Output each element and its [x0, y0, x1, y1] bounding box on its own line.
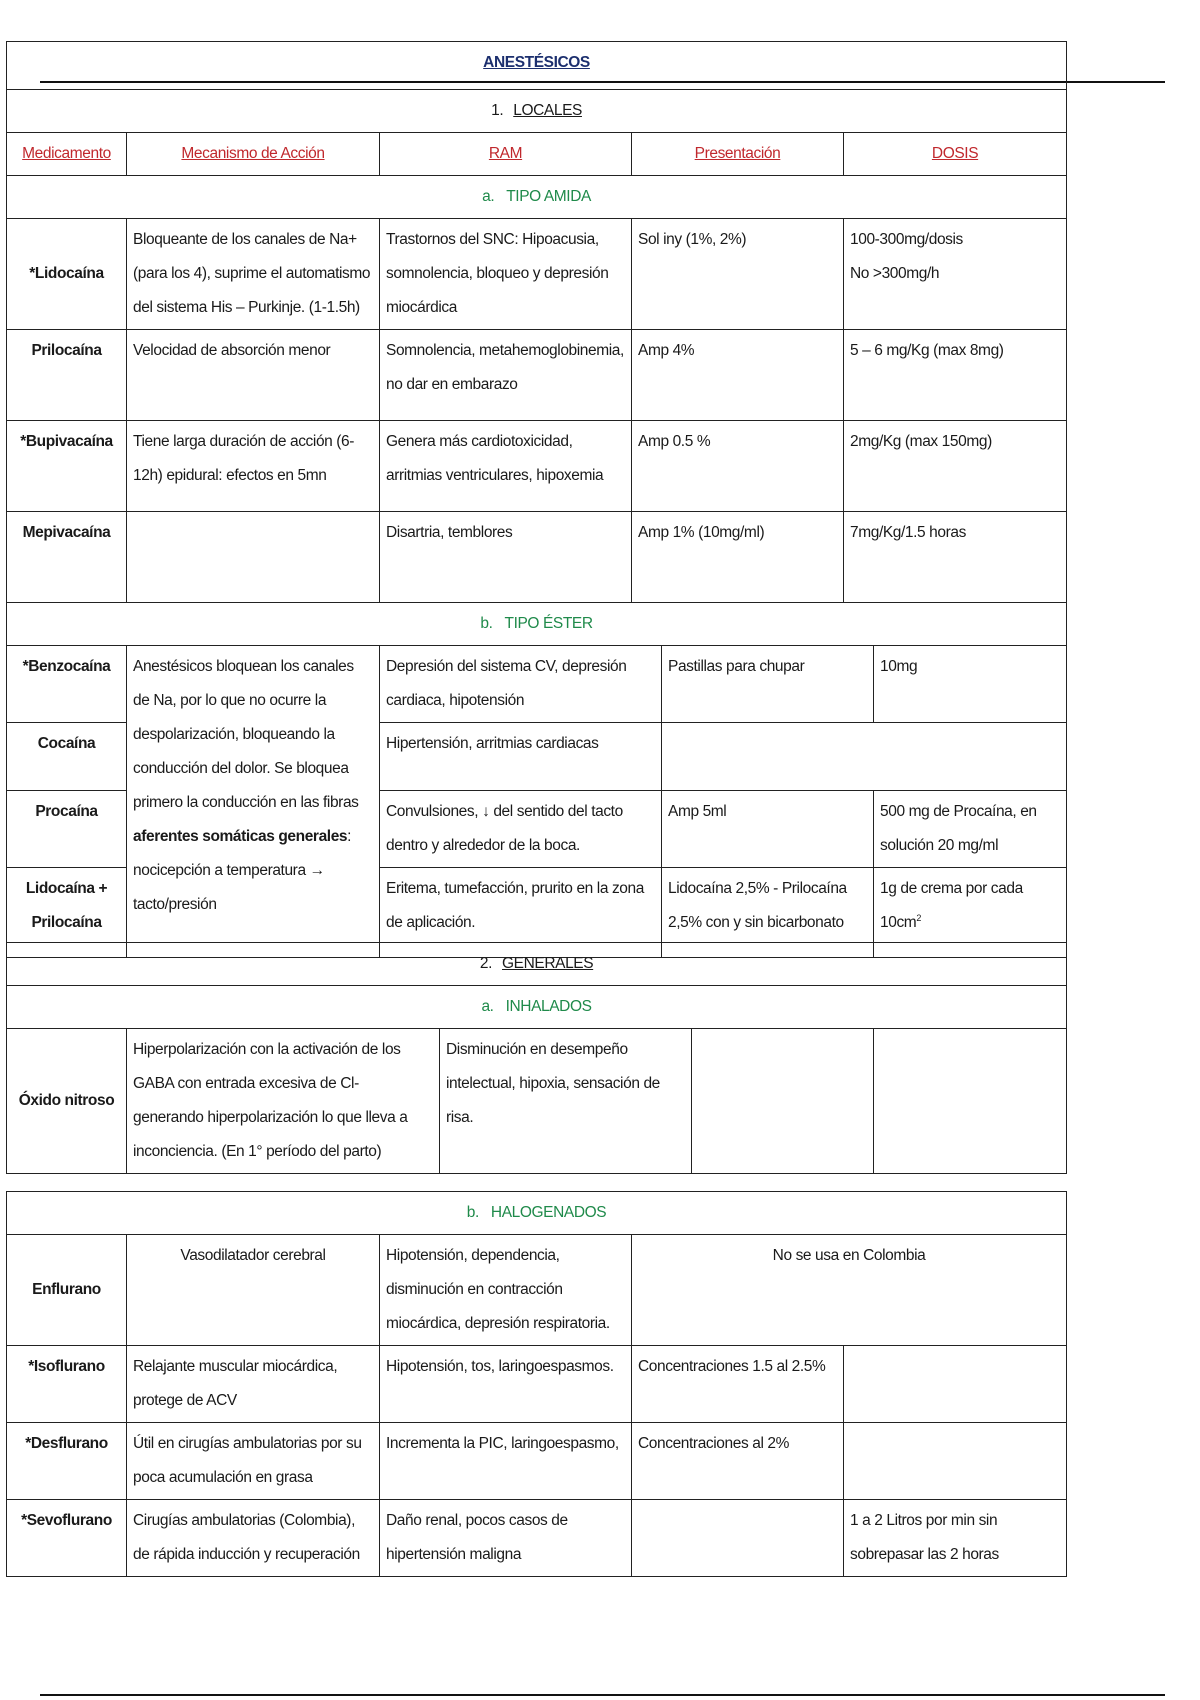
header-presentacion: Presentación [632, 133, 844, 176]
table-row [7, 1029, 1067, 1174]
mechanism-cell [127, 512, 380, 603]
ram-cell: Somnolencia, metahemoglobinemia, no dar en embarazo [380, 330, 632, 421]
subsection-letter: a. [482, 188, 495, 205]
table-row [7, 1235, 1067, 1346]
presentation-cell: Amp 0.5 % [632, 421, 844, 512]
presentation-cell: Concentraciones 1.5 al 2.5% [632, 1346, 844, 1423]
mechanism-text: : nocicepción a temperatura → tacto/presión [133, 828, 352, 913]
drug-name: *Bupivacaína [7, 421, 127, 512]
dose-line: 100-300mg/dosis [850, 231, 963, 248]
table-row [7, 219, 1067, 330]
presentation-cell: No se usa en Colombia [632, 1235, 1067, 1346]
ram-cell: Incrementa la PIC, laringoespasmo, [380, 1423, 632, 1500]
drug-name: *Benzocaína [7, 646, 127, 723]
empty-cell [662, 723, 1067, 791]
dose-cell [844, 219, 1067, 330]
header-dosis: DOSIS [844, 133, 1067, 176]
drug-name: Enflurano [7, 1235, 127, 1346]
subsection-letter: a. [481, 998, 494, 1015]
table-row [7, 1423, 1067, 1500]
mechanism-cell: Cirugías ambulatorias (Colombia), de rápida inducción y recuperación [127, 1500, 380, 1577]
dose-cell [844, 1423, 1067, 1500]
drug-name: *Desflurano [7, 1423, 127, 1500]
table-row [7, 646, 1067, 723]
mechanism-cell: Útil en cirugías ambulatorias por su poca acumulación en grasa [127, 1423, 380, 1500]
dose-cell: 1 a 2 Litros por min sin sobrepasar las 2 horas [844, 1500, 1067, 1577]
generales-table [6, 942, 1067, 1174]
drug-name: Cocaína [7, 723, 127, 791]
mechanism-cell [127, 646, 380, 958]
presentation-cell: Pastillas para chupar [662, 646, 874, 723]
dose-cell: 2mg/Kg (max 150mg) [844, 421, 1067, 512]
subsection-amida [7, 176, 1067, 219]
subsection-label: TIPO AMIDA [506, 188, 591, 205]
presentation-cell [692, 1029, 874, 1174]
subsection-ester [7, 603, 1067, 646]
drug-name: Óxido nitroso [7, 1029, 127, 1174]
ram-cell: Daño renal, pocos casos de hipertensión maligna [380, 1500, 632, 1577]
ram-cell: Genera más cardiotoxicidad, arritmias ventriculares, hipoxemia [380, 421, 632, 512]
ram-cell: Hipotensión, dependencia, disminución en contracción miocárdica, depresión respiratoria. [380, 1235, 632, 1346]
mechanism-bold-text: aferentes somáticas generales [133, 828, 348, 845]
subsection-letter: b. [480, 615, 493, 632]
ram-cell: Trastornos del SNC: Hipoacusia, somnolencia, bloqueo y depresión miocárdica [380, 219, 632, 330]
subsection-letter: b. [466, 1204, 479, 1221]
section-locales [7, 90, 1067, 133]
ram-cell: Disartria, temblores [380, 512, 632, 603]
subsection-label: HALOGENADOS [490, 1204, 607, 1221]
subsection-label: TIPO ÉSTER [504, 615, 593, 632]
dose-cell [844, 1346, 1067, 1423]
header-medicamento: Medicamento [7, 133, 127, 176]
halogenados-table [6, 1191, 1067, 1577]
mechanism-cell: Relajante muscular miocárdica, protege de ACV [127, 1346, 380, 1423]
mechanism-text: Anestésicos bloquean los canales de Na, por lo que no ocurre la despolarización, bloqueando la conducción del dolor. Se bloquea primero la conducción en las fibras [133, 658, 359, 811]
dose-cell [874, 1029, 1067, 1174]
subsection-label: INHALADOS [505, 998, 592, 1015]
locales-table [6, 41, 1067, 958]
presentation-cell: Lidocaína 2,5% - Prilocaína 2,5% con y sin bicarbonato [662, 868, 874, 958]
drug-name: *Isoflurano [7, 1346, 127, 1423]
dose-text: 1g de crema por cada 10cm [880, 880, 1023, 931]
table-row [7, 330, 1067, 421]
dose-cell: 5 – 6 mg/Kg (max 8mg) [844, 330, 1067, 421]
dose-superscript: 2 [916, 912, 921, 923]
table-row [7, 1346, 1067, 1423]
subsection-halogenados [7, 1192, 1067, 1235]
presentation-cell [632, 1500, 844, 1577]
ram-cell: Disminución en desempeño intelectual, hipoxia, sensación de risa. [440, 1029, 692, 1174]
section-label: GENERALES [502, 955, 594, 972]
mechanism-cell: Velocidad de absorción menor [127, 330, 380, 421]
presentation-cell: Amp 4% [632, 330, 844, 421]
drug-name: Procaína [7, 791, 127, 868]
header-row [7, 133, 1067, 176]
dose-cell: 7mg/Kg/1.5 horas [844, 512, 1067, 603]
mechanism-cell: Tiene larga duración de acción (6-12h) epidural: efectos en 5mn [127, 421, 380, 512]
ram-cell: Eritema, tumefacción, prurito en la zona de aplicación. [380, 868, 662, 958]
drug-name: *Sevoflurano [7, 1500, 127, 1577]
dose-cell: 500 mg de Procaína, en solución 20 mg/ml [874, 791, 1067, 868]
presentation-cell: Amp 1% (10mg/ml) [632, 512, 844, 603]
section-number: 1. [491, 102, 504, 119]
dose-line: No >300mg/h [850, 265, 940, 282]
presentation-cell: Concentraciones al 2% [632, 1423, 844, 1500]
section-label: LOCALES [513, 102, 582, 119]
drug-name: *Lidocaína [7, 219, 127, 330]
table-row [7, 421, 1067, 512]
header-mecanismo: Mecanismo de Acción [127, 133, 380, 176]
section-generales [7, 943, 1067, 986]
dose-cell: 10mg [874, 646, 1067, 723]
drug-name: Prilocaína [7, 330, 127, 421]
mechanism-cell: Bloqueante de los canales de Na+ (para los 4), suprime el automatismo del sistema His – Purkinje. (1-1.5h) [127, 219, 380, 330]
ram-cell: Hipotensión, tos, laringoespasmos. [380, 1346, 632, 1423]
drug-name: Lidocaína + Prilocaína [7, 868, 127, 958]
presentation-cell: Sol iny (1%, 2%) [632, 219, 844, 330]
mechanism-cell: Hiperpolarización con la activación de los GABA con entrada excesiva de Cl- generando hiperpolarización lo que lleva a inconciencia. (En 1° período del parto) [127, 1029, 440, 1174]
page-title: ANESTÉSICOS [7, 42, 1067, 90]
table-row [7, 512, 1067, 603]
mechanism-cell: Vasodilatador cerebral [127, 1235, 380, 1346]
header-ram: RAM [380, 133, 632, 176]
subsection-inhalados [7, 986, 1067, 1029]
ram-cell: Convulsiones, ↓ del sentido del tacto dentro y alrededor de la boca. [380, 791, 662, 868]
drug-name: Mepivacaína [7, 512, 127, 603]
ram-cell: Depresión del sistema CV, depresión cardiaca, hipotensión [380, 646, 662, 723]
bottom-rule [40, 1694, 1165, 1696]
ram-cell: Hipertensión, arritmias cardiacas [380, 723, 662, 791]
section-number: 2. [479, 955, 493, 972]
table-row [7, 1500, 1067, 1577]
presentation-cell: Amp 5ml [662, 791, 874, 868]
